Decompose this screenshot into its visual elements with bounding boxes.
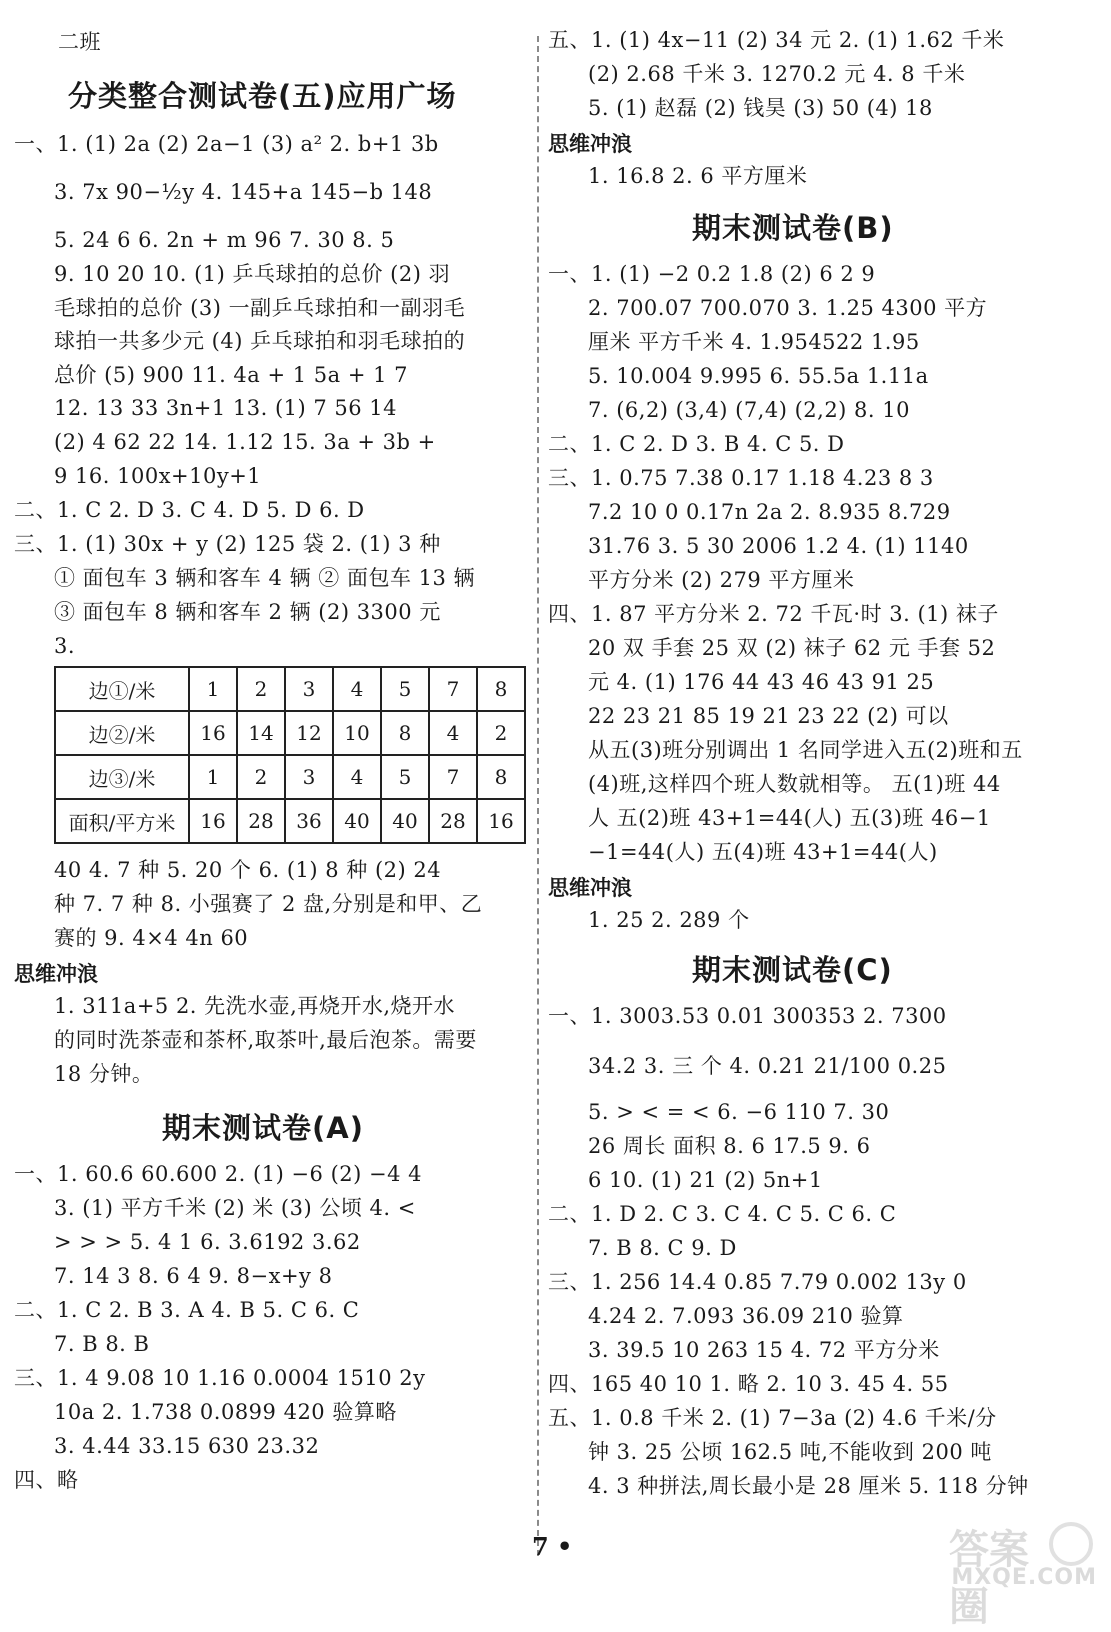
table-cell: 28 xyxy=(237,799,285,843)
table-row xyxy=(55,667,525,711)
answer-line: 毛球拍的总价 (3) 一副乒乓球拍和一副羽毛 xyxy=(54,296,466,320)
table-cell: 4 xyxy=(333,667,381,711)
answer-line: 3. (1) 平方千米 (2) 米 (3) 公顷 4. < xyxy=(54,1196,416,1220)
answer-line: −1=44(人) 五(4)班 43+1=44(人) xyxy=(588,840,938,864)
watermark-text-top: 答案圈 xyxy=(949,1527,1029,1630)
watermark-text-bottom: MXQE.COM xyxy=(951,1565,1097,1590)
table-cell: 40 xyxy=(381,799,429,843)
answer-line: 三、1. 256 14.4 0.85 7.79 0.002 13y 0 xyxy=(548,1270,967,1294)
table-cell: 4 xyxy=(429,711,477,755)
table-cell: 7 xyxy=(429,667,477,711)
table-cell: 28 xyxy=(429,799,477,843)
page-number: 7 • xyxy=(532,1532,573,1561)
answer-line: 1. 311a+5 2. 先洗水壶,再烧开水,烧开水 xyxy=(54,994,456,1018)
answer-line: 一、1. 3003.53 0.01 300353 2. 7300 xyxy=(548,1004,947,1028)
table-cell: 4 xyxy=(333,755,381,799)
answer-line: 5. (1) 赵磊 (2) 钱昊 (3) 50 (4) 18 xyxy=(588,96,933,120)
answer-line: 22 23 21 85 19 21 23 22 (2) 可以 xyxy=(588,704,949,728)
answer-line: 18 分钟。 xyxy=(54,1062,154,1086)
answer-line: 26 周长 面积 8. 6 17.5 9. 6 xyxy=(588,1134,871,1158)
answer-line: 总价 (5) 900 11. 4a + 1 5a + 1 7 xyxy=(54,363,409,387)
answer-line: 9 16. 100x+10y+1 xyxy=(54,464,262,488)
answer-line: 3. 7x 90−½y 4. 145+a 145−b 148 xyxy=(54,180,433,204)
sides-area-table xyxy=(54,666,526,844)
table-cell: 12 xyxy=(285,711,333,755)
table-cell: 7 xyxy=(429,755,477,799)
answer-line: 平方分米 (2) 279 平方厘米 xyxy=(588,568,855,592)
table-cell: 14 xyxy=(237,711,285,755)
section-title-b: 期末测试卷(B) xyxy=(692,211,894,245)
table-cell: 5 xyxy=(381,755,429,799)
table-cell: 8 xyxy=(477,667,525,711)
table-cell: 16 xyxy=(477,799,525,843)
answer-line: 7. 14 3 8. 6 4 9. 8−x+y 8 xyxy=(54,1264,333,1288)
answer-line: 5. 24 6 6. 2n + m 96 7. 30 8. 5 xyxy=(54,228,395,252)
table-cell: 2 xyxy=(477,711,525,755)
answer-line: 从五(3)班分别调出 1 名同学进入五(2)班和五 xyxy=(588,738,1023,762)
table-row xyxy=(55,711,525,755)
answer-line: 5. > < = < 6. −6 110 7. 30 xyxy=(588,1100,890,1124)
answer-line: 一、1. (1) −2 0.2 1.8 (2) 6 2 9 xyxy=(548,262,876,286)
answer-line: 5. 10.004 9.995 6. 55.5a 1.11a xyxy=(588,364,929,388)
answer-line: 赛的 9. 4×4 4n 60 xyxy=(54,926,249,950)
answer-line: 4. 3 种拼法,周长最小是 28 厘米 5. 118 分钟 xyxy=(588,1474,1029,1498)
answer-line: 三、1. 4 9.08 10 1.16 0.0004 1510 2y xyxy=(14,1366,426,1390)
table-cell: 16 xyxy=(189,799,237,843)
answer-line: 人 五(2)班 43+1=44(人) 五(3)班 46−1 xyxy=(588,806,991,830)
table-cell: 16 xyxy=(189,711,237,755)
answer-line: 10a 2. 1.738 0.0899 420 验算略 xyxy=(54,1400,397,1424)
answer-line: 34.2 3. 三 个 4. 0.21 21/100 0.25 xyxy=(588,1054,947,1078)
answer-line: 三、1. 0.75 7.38 0.17 1.18 4.23 8 3 xyxy=(548,466,934,490)
answer-line: 四、165 40 10 1. 略 2. 10 3. 45 4. 55 xyxy=(548,1372,949,1396)
answer-line: 钟 3. 25 公顷 162.5 吨,不能收到 200 吨 xyxy=(588,1440,992,1464)
answer-line: 7. B 8. C 9. D xyxy=(588,1236,737,1260)
section-title-a: 期末测试卷(A) xyxy=(162,1111,364,1145)
answer-line: 3. 39.5 10 263 15 4. 72 平方分米 xyxy=(588,1338,940,1362)
answer-line: 二、1. C 2. D 3. C 4. D 5. D 6. D xyxy=(14,498,365,522)
answer-line: > > > 5. 4 1 6. 3.6192 3.62 xyxy=(54,1230,361,1254)
answer-line: 6 10. (1) 21 (2) 5n+1 xyxy=(588,1168,823,1192)
table-cell: 8 xyxy=(477,755,525,799)
table-cell: 3 xyxy=(285,755,333,799)
table-row-label: 面积/平方米 xyxy=(55,799,189,843)
answer-line: (2) 4 62 22 14. 1.12 15. 3a + 3b + xyxy=(54,430,436,454)
answer-line: 31.76 3. 5 30 2006 1.2 4. (1) 1140 xyxy=(588,534,969,558)
table-row-label: 边②/米 xyxy=(55,711,189,755)
answer-line: 2. 700.07 700.070 3. 1.25 4300 平方 xyxy=(588,296,988,320)
section-title-5: 分类整合测试卷(五)应用广场 xyxy=(68,79,457,113)
answer-line: 四、1. 87 平方分米 2. 72 千瓦·时 3. (1) 袜子 xyxy=(548,602,999,626)
answer-line: 一、1. (1) 2a (2) 2a−1 (3) a² 2. b+1 3b xyxy=(14,132,439,156)
answer-line: (4)班,这样四个班人数就相等。 五(1)班 44 xyxy=(588,772,1001,796)
answer-line: 三、1. (1) 30x + y (2) 125 袋 2. (1) 3 种 xyxy=(14,532,441,556)
table-cell: 10 xyxy=(333,711,381,755)
answer-line: 四、略 xyxy=(14,1468,79,1492)
table-row-label: 边③/米 xyxy=(55,755,189,799)
answer-line: 1. 16.8 2. 6 平方厘米 xyxy=(588,164,808,188)
answer-line: 的同时洗茶壶和茶杯,取茶叶,最后泡茶。需要 xyxy=(54,1028,477,1052)
table-cell: 8 xyxy=(381,711,429,755)
table-row-label: 边①/米 xyxy=(55,667,189,711)
answer-line: 二、1. C 2. B 3. A 4. B 5. C 6. C xyxy=(14,1298,360,1322)
answer-line: 球拍一共多少元 (4) 乒乓球拍和羽毛球拍的 xyxy=(54,329,466,353)
answer-line: 一、1. 60.6 60.600 2. (1) −6 (2) −4 4 xyxy=(14,1162,422,1186)
watermark-logo xyxy=(949,1518,1097,1630)
table-cell: 2 xyxy=(237,667,285,711)
section-title-c: 期末测试卷(C) xyxy=(692,953,893,987)
answer-line: 1. 25 2. 289 个 xyxy=(588,908,750,932)
answer-line: 7. (6,2) (3,4) (7,4) (2,2) 8. 10 xyxy=(588,398,910,422)
answer-line: 7. B 8. B xyxy=(54,1332,150,1356)
answer-line: (2) 2.68 千米 3. 1270.2 元 4. 8 千米 xyxy=(588,62,966,86)
table-row xyxy=(55,755,525,799)
answer-line: 7.2 10 0 0.17n 2a 2. 8.935 8.729 xyxy=(588,500,951,524)
answer-line: ① 面包车 3 辆和客车 4 辆 ② 面包车 13 辆 xyxy=(54,566,476,590)
answer-line: 元 4. (1) 176 44 43 46 43 91 25 xyxy=(588,670,935,694)
answer-line: 3. 4.44 33.15 630 23.32 xyxy=(54,1434,320,1458)
class-label: 二班 xyxy=(58,30,101,54)
table-cell: 2 xyxy=(237,755,285,799)
table-cell: 3 xyxy=(285,667,333,711)
answer-line: 种 7. 7 种 8. 小强赛了 2 盘,分别是和甲、乙 xyxy=(54,892,483,916)
answer-line: 五、1. (1) 4x−11 (2) 34 元 2. (1) 1.62 千米 xyxy=(548,28,1005,52)
thinking-label: 思维冲浪 xyxy=(14,962,98,986)
answer-line: 3. xyxy=(54,634,76,658)
answer-line: 20 双 手套 25 双 (2) 袜子 62 元 手套 52 xyxy=(588,636,996,660)
answer-line: 4.24 2. 7.093 36.09 210 验算 xyxy=(588,1304,904,1328)
thinking-label: 思维冲浪 xyxy=(548,876,632,900)
thinking-label: 思维冲浪 xyxy=(548,132,632,156)
table-cell: 40 xyxy=(333,799,381,843)
table-cell: 5 xyxy=(381,667,429,711)
table-cell: 36 xyxy=(285,799,333,843)
column-divider xyxy=(537,36,539,1556)
answer-line: 12. 13 33 3n+1 13. (1) 7 56 14 xyxy=(54,396,398,420)
table-cell: 1 xyxy=(189,667,237,711)
answer-line: ③ 面包车 8 辆和客车 2 辆 (2) 3300 元 xyxy=(54,600,441,624)
answer-line: 二、1. C 2. D 3. B 4. C 5. D xyxy=(548,432,845,456)
answer-line: 五、1. 0.8 千米 2. (1) 7−3a (2) 4.6 千米/分 xyxy=(548,1406,997,1430)
answer-line: 9. 10 20 10. (1) 乒乓球拍的总价 (2) 羽 xyxy=(54,262,451,286)
answer-line: 二、1. D 2. C 3. C 4. C 5. C 6. C xyxy=(548,1202,897,1226)
answer-line: 厘米 平方千米 4. 1.954522 1.95 xyxy=(588,330,920,354)
table-row xyxy=(55,799,525,843)
table-cell: 1 xyxy=(189,755,237,799)
answer-line: 40 4. 7 种 5. 20 个 6. (1) 8 种 (2) 24 xyxy=(54,858,442,882)
